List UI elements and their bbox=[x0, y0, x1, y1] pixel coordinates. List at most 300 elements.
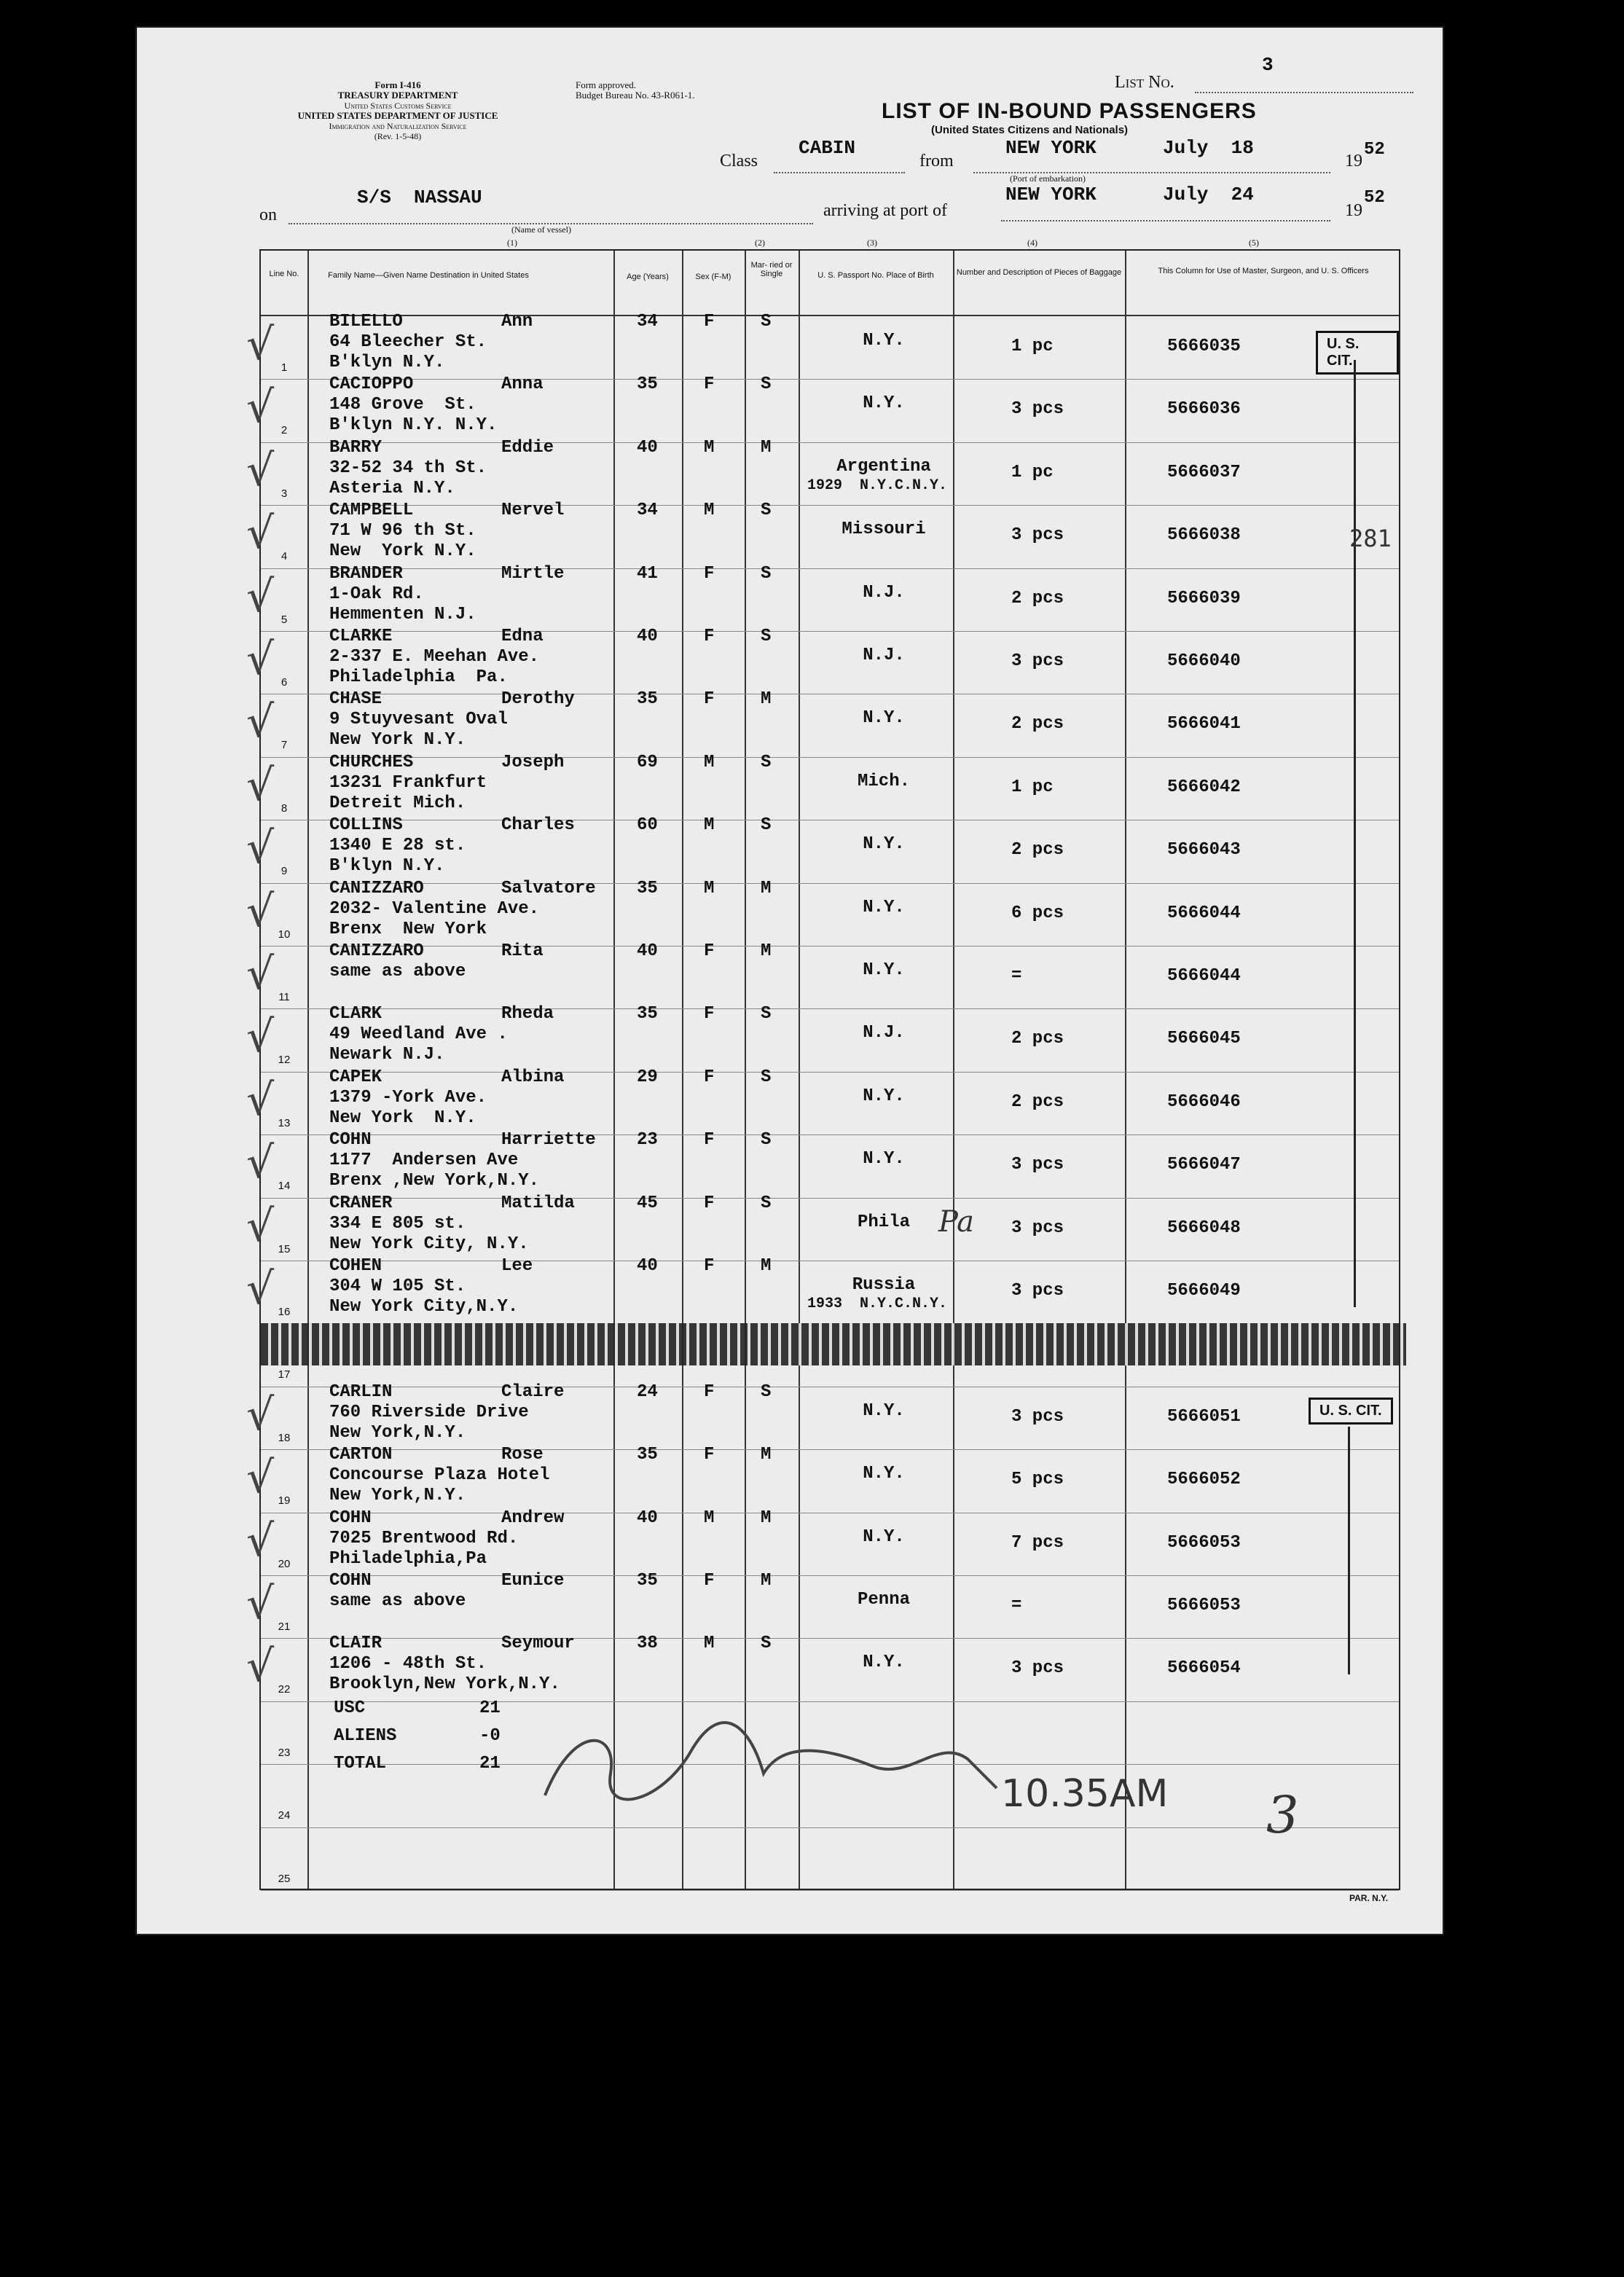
form-agency-block bbox=[259, 80, 536, 141]
table-row bbox=[246, 1382, 1399, 1451]
header-officers: This Column for Use of Master, Surgeon, and U. S. Officers bbox=[1158, 267, 1369, 275]
family-name: CAPEK bbox=[329, 1067, 383, 1087]
officer-reference: 5666038 bbox=[1167, 525, 1241, 546]
address-line-2: New York N.Y. bbox=[329, 1108, 476, 1128]
baggage: 3 pcs bbox=[1011, 1155, 1064, 1175]
officer-reference: 5666040 bbox=[1167, 651, 1241, 671]
total-total: TOTAL 21 bbox=[334, 1754, 501, 1774]
baggage: 3 pcs bbox=[1011, 399, 1064, 420]
printer-mark: PAR. N.Y. bbox=[1349, 1893, 1389, 1903]
address-line-1: 334 E 805 st. bbox=[329, 1213, 466, 1234]
place-of-birth: Phila bbox=[857, 1212, 910, 1232]
family-name: CLAIR bbox=[329, 1634, 383, 1654]
family-name: CANIZZARO bbox=[329, 941, 424, 961]
table-row bbox=[246, 1193, 1399, 1262]
class-label: Class bbox=[720, 152, 758, 171]
check-mark-icon: √ bbox=[246, 382, 275, 434]
margin-number: 281 bbox=[1349, 525, 1392, 552]
place-of-birth: N.J. bbox=[863, 1023, 905, 1043]
check-mark-icon: √ bbox=[246, 1263, 275, 1314]
baggage: = bbox=[1011, 1596, 1022, 1615]
marital-status: S bbox=[761, 627, 772, 646]
marital-status: M bbox=[761, 1571, 772, 1591]
address-line-1: 32-52 34 th St. bbox=[329, 458, 487, 478]
table-row bbox=[246, 1004, 1399, 1073]
vessel-caption: (Name of vessel) bbox=[511, 224, 571, 235]
officer-reference: 5666043 bbox=[1167, 840, 1241, 861]
agency-customs: United States Customs Service bbox=[344, 101, 452, 111]
baggage: 2 pcs bbox=[1011, 840, 1064, 861]
on-label: on bbox=[259, 205, 277, 224]
baggage: 1 pc bbox=[1011, 462, 1054, 482]
passenger-table bbox=[246, 249, 1400, 1890]
handwritten-three: 3 bbox=[1266, 1785, 1299, 1845]
from-year-prefix: 19 bbox=[1345, 152, 1362, 171]
check-mark-icon: √ bbox=[246, 1389, 275, 1441]
line-number: 17 bbox=[278, 1368, 291, 1382]
totals-block bbox=[334, 1695, 501, 1778]
sex: F bbox=[704, 1067, 715, 1087]
agency-treasury: TREASURY DEPARTMENT bbox=[337, 90, 458, 101]
table-row bbox=[261, 1827, 1399, 1892]
line-number: 1 bbox=[281, 361, 288, 374]
marital-status: S bbox=[761, 1193, 772, 1213]
form-number: Form I-416 bbox=[374, 79, 421, 90]
age: 35 bbox=[637, 375, 658, 395]
line-number: 4 bbox=[281, 550, 288, 563]
officer-reference: 5666052 bbox=[1167, 1470, 1241, 1490]
baggage: 2 pcs bbox=[1011, 1029, 1064, 1049]
address-line-1: 13231 Frankfurt bbox=[329, 772, 487, 793]
line-number: 16 bbox=[278, 1306, 291, 1318]
header-married: Mar- ried or Single bbox=[750, 261, 793, 278]
table-row bbox=[246, 689, 1399, 758]
line-number: 10 bbox=[278, 928, 291, 941]
check-mark-icon: √ bbox=[246, 634, 275, 685]
place-of-birth: Argentina bbox=[836, 456, 931, 477]
from-year: 52 bbox=[1364, 140, 1385, 160]
marital-status: S bbox=[761, 563, 772, 584]
age: 35 bbox=[637, 1445, 658, 1465]
line-number: 2 bbox=[281, 424, 288, 437]
place-of-birth: N.Y. bbox=[863, 960, 905, 980]
address-line-1: 2032- Valentine Ave. bbox=[329, 898, 540, 919]
family-name: BARRY bbox=[329, 437, 383, 458]
given-name: Matilda bbox=[501, 1193, 575, 1213]
age: 69 bbox=[637, 752, 658, 772]
given-name: Lee bbox=[501, 1256, 533, 1276]
check-mark-icon: √ bbox=[246, 759, 275, 811]
address-line-1: 1206 - 48th St. bbox=[329, 1654, 487, 1674]
given-name: Eunice bbox=[501, 1571, 565, 1591]
marital-status: M bbox=[761, 1445, 772, 1465]
place-of-birth: N.Y. bbox=[863, 393, 905, 414]
given-name: Anna bbox=[501, 375, 544, 395]
from-label: from bbox=[919, 152, 954, 171]
address-line-2: Brenx ,New York,N.Y. bbox=[329, 1171, 540, 1191]
col-num-1: (1) bbox=[507, 238, 517, 248]
table-row bbox=[246, 1067, 1399, 1136]
arrive-year: 52 bbox=[1364, 188, 1385, 208]
family-name: CHASE bbox=[329, 689, 383, 710]
address-line-1: 148 Grove St. bbox=[329, 395, 476, 415]
officer-reference: 5666048 bbox=[1167, 1218, 1241, 1238]
age: 45 bbox=[637, 1193, 658, 1213]
header-sex: Sex (F-M) bbox=[695, 273, 731, 281]
address-line-2: New York N.Y. bbox=[329, 541, 476, 562]
address-line-1: 9 Stuyvesant Oval bbox=[329, 710, 508, 730]
officer-reference: 5666039 bbox=[1167, 588, 1241, 608]
baggage: 3 pcs bbox=[1011, 525, 1064, 546]
officer-reference: 5666037 bbox=[1167, 462, 1241, 482]
check-mark-icon: √ bbox=[246, 1137, 275, 1189]
from-port: NEW YORK bbox=[1005, 137, 1097, 159]
marital-status: S bbox=[761, 312, 772, 332]
list-no-line bbox=[1195, 92, 1413, 93]
family-name: CHURCHES bbox=[329, 752, 414, 772]
check-mark-icon: √ bbox=[246, 1641, 275, 1693]
age: 38 bbox=[637, 1634, 658, 1654]
check-mark-icon: √ bbox=[246, 444, 275, 496]
address-line-1: 71 W 96 th St. bbox=[329, 521, 476, 541]
officer-reference: 5666045 bbox=[1167, 1029, 1241, 1049]
address-line-1: 1177 Andersen Ave bbox=[329, 1151, 519, 1171]
officer-reference: 5666046 bbox=[1167, 1092, 1241, 1112]
sex: F bbox=[704, 1004, 715, 1024]
address-line-2: Newark N.J. bbox=[329, 1045, 445, 1065]
officer-reference: 5666053 bbox=[1167, 1596, 1241, 1615]
arriving-label: arriving at port of bbox=[823, 201, 947, 220]
address-line-2: Hemmenten N.J. bbox=[329, 604, 476, 624]
check-mark-icon: √ bbox=[246, 1200, 275, 1252]
address-line-1: Concourse Plaza Hotel bbox=[329, 1465, 550, 1486]
form-title: LIST OF IN-BOUND PASSENGERS bbox=[882, 99, 1257, 123]
list-no-value: 3 bbox=[1262, 54, 1274, 76]
place-of-birth: N.Y. bbox=[863, 1149, 905, 1169]
officer-reference: 5666047 bbox=[1167, 1155, 1241, 1175]
col-num-3: (3) bbox=[867, 238, 877, 248]
line-number: 21 bbox=[278, 1620, 291, 1633]
line-number: 15 bbox=[278, 1242, 291, 1255]
age: 35 bbox=[637, 1004, 658, 1024]
given-name: Nervel bbox=[501, 501, 565, 521]
age: 40 bbox=[637, 1508, 658, 1528]
line-number: 14 bbox=[278, 1180, 291, 1193]
address-line-2: New York,N.Y. bbox=[329, 1486, 466, 1506]
address-line-2: Brooklyn,New York,N.Y. bbox=[329, 1674, 560, 1695]
header-age: Age (Years) bbox=[627, 273, 669, 281]
sex: F bbox=[704, 941, 715, 961]
port-embarkation-caption: (Port of embarkation) bbox=[1010, 173, 1086, 184]
age: 34 bbox=[637, 501, 658, 521]
address-line-1: 760 Riverside Drive bbox=[329, 1402, 529, 1422]
age: 24 bbox=[637, 1382, 658, 1402]
family-name: BRANDER bbox=[329, 563, 403, 584]
officer-signature bbox=[530, 1708, 1040, 1817]
place-of-birth: N.Y. bbox=[863, 1400, 905, 1421]
table-row bbox=[246, 437, 1399, 506]
marital-status: M bbox=[761, 941, 772, 961]
officer-reference: 5666042 bbox=[1167, 777, 1241, 797]
sex: M bbox=[704, 752, 715, 772]
line-number: 11 bbox=[278, 991, 290, 1003]
address-line-1: 1340 E 28 st. bbox=[329, 836, 466, 856]
marital-status: S bbox=[761, 1004, 772, 1024]
baggage: 2 pcs bbox=[1011, 1092, 1064, 1112]
address-line-1: 64 Bleecher St. bbox=[329, 332, 487, 352]
line-number: 19 bbox=[278, 1494, 291, 1508]
line-number: 25 bbox=[278, 1872, 291, 1885]
sex: F bbox=[704, 1382, 715, 1402]
age: 40 bbox=[637, 1256, 658, 1276]
family-name: CACIOPPO bbox=[329, 375, 414, 395]
check-mark-icon: √ bbox=[246, 508, 275, 560]
arrive-date: July 24 bbox=[1163, 184, 1254, 205]
table-row bbox=[246, 1256, 1399, 1325]
officer-reference: 5666036 bbox=[1167, 399, 1241, 420]
given-name: Charles bbox=[501, 815, 575, 836]
sex: M bbox=[704, 815, 715, 836]
age: 29 bbox=[637, 1067, 658, 1087]
check-mark-icon: √ bbox=[246, 823, 275, 874]
passport-note: 1929 N.Y.C.N.Y. bbox=[807, 477, 948, 494]
family-name: COLLINS bbox=[329, 815, 403, 836]
sex: M bbox=[704, 878, 715, 898]
place-of-birth: N.Y. bbox=[863, 1464, 905, 1484]
line-number: 5 bbox=[281, 613, 288, 626]
check-mark-icon: √ bbox=[246, 1515, 275, 1567]
marital-status: M bbox=[761, 689, 772, 710]
sex: F bbox=[704, 563, 715, 584]
header-passport: U. S. Passport No. Place of Birth bbox=[817, 271, 934, 280]
officer-reference: 5666044 bbox=[1167, 966, 1241, 986]
check-mark-icon: √ bbox=[246, 949, 275, 1000]
check-mark-icon: √ bbox=[246, 1452, 275, 1504]
baggage: 6 pcs bbox=[1011, 903, 1064, 923]
age: 40 bbox=[637, 941, 658, 961]
citizen-range-bracket-2 bbox=[1348, 1427, 1350, 1674]
marital-status: S bbox=[761, 815, 772, 836]
given-name: Eddie bbox=[501, 437, 554, 458]
sex: F bbox=[704, 1256, 715, 1276]
sex: M bbox=[704, 437, 715, 458]
place-of-birth: N.Y. bbox=[863, 1086, 905, 1106]
list-no-label: List No. bbox=[1115, 73, 1174, 92]
check-mark-icon: √ bbox=[246, 1074, 275, 1126]
address-line-2: Philadelphia Pa. bbox=[329, 667, 508, 687]
address-line-2: Detreit Mich. bbox=[329, 793, 466, 813]
officer-reference: 5666053 bbox=[1167, 1532, 1241, 1553]
baggage: 3 pcs bbox=[1011, 651, 1064, 671]
age: 35 bbox=[637, 1571, 658, 1591]
total-usc: USC 21 bbox=[334, 1698, 501, 1718]
table-row bbox=[246, 941, 1399, 1010]
officer-reference: 5666035 bbox=[1167, 337, 1241, 356]
address-line-2: B'klyn N.Y. bbox=[329, 856, 445, 877]
sex: F bbox=[704, 1130, 715, 1151]
sex: F bbox=[704, 689, 715, 710]
header-baggage: Number and Description of Pieces of Baggage bbox=[956, 268, 1122, 277]
address-line-2: B'klyn N.Y. N.Y. bbox=[329, 415, 498, 436]
place-of-birth: N.Y. bbox=[863, 1653, 905, 1673]
baggage: 1 pc bbox=[1011, 337, 1054, 356]
officer-reference: 5666051 bbox=[1167, 1406, 1241, 1427]
place-of-birth: Missouri bbox=[842, 520, 926, 540]
total-aliens: ALIENS -0 bbox=[334, 1726, 501, 1746]
marital-status: S bbox=[761, 501, 772, 521]
sex: F bbox=[704, 627, 715, 646]
marital-status: S bbox=[761, 1130, 772, 1151]
given-name: Mirtle bbox=[501, 563, 565, 584]
from-date: July 18 bbox=[1163, 137, 1254, 159]
given-name: Albina bbox=[501, 1067, 565, 1087]
col-num-4: (4) bbox=[1027, 238, 1037, 248]
family-name: CAMPBELL bbox=[329, 501, 414, 521]
given-name: Rheda bbox=[501, 1004, 554, 1024]
address-line-1: 49 Weedland Ave . bbox=[329, 1024, 508, 1045]
address-line-2: New York,N.Y. bbox=[329, 1422, 466, 1443]
line-number: 24 bbox=[278, 1809, 291, 1822]
table-row bbox=[246, 815, 1399, 884]
class-value: CABIN bbox=[799, 137, 856, 159]
address-line-2: Brenx New York bbox=[329, 919, 487, 939]
baggage: 1 pc bbox=[1011, 777, 1054, 797]
form-approved: Form approved. bbox=[576, 79, 637, 90]
address-line-1: 7025 Brentwood Rd. bbox=[329, 1528, 519, 1548]
arrive-line bbox=[1001, 220, 1330, 222]
baggage: 3 pcs bbox=[1011, 1281, 1064, 1301]
age: 40 bbox=[637, 627, 658, 646]
check-mark-icon: √ bbox=[246, 697, 275, 748]
arrive-year-prefix: 19 bbox=[1345, 201, 1362, 220]
place-of-birth: N.J. bbox=[863, 646, 905, 665]
arrival-time: 10.35AM bbox=[1001, 1772, 1169, 1816]
baggage: 3 pcs bbox=[1011, 1218, 1064, 1238]
family-name: CRANER bbox=[329, 1193, 393, 1213]
line-number: 20 bbox=[278, 1557, 291, 1570]
given-name: Ann bbox=[501, 312, 533, 332]
given-name: Seymour bbox=[501, 1634, 575, 1654]
check-mark-icon: √ bbox=[246, 1011, 275, 1063]
family-name: CLARK bbox=[329, 1004, 383, 1024]
place-of-birth: N.Y. bbox=[863, 897, 905, 917]
marital-status: M bbox=[761, 878, 772, 898]
baggage: 2 pcs bbox=[1011, 714, 1064, 734]
arrive-port: NEW YORK bbox=[1005, 184, 1097, 205]
address-line-2: Philadelphia,Pa bbox=[329, 1548, 487, 1569]
header-name: Family Name—Given Name Destination in United States bbox=[328, 271, 529, 280]
baggage: 5 pcs bbox=[1011, 1470, 1064, 1490]
baggage: 3 pcs bbox=[1011, 1406, 1064, 1427]
table-row bbox=[246, 312, 1399, 380]
line-number: 12 bbox=[278, 1054, 291, 1067]
address-line-2: New York N.Y. bbox=[329, 730, 466, 750]
table-row bbox=[246, 1571, 1399, 1639]
family-name: CARLIN bbox=[329, 1382, 393, 1402]
us-cit-stamp-1: U. S. CIT. bbox=[1316, 331, 1399, 375]
place-of-birth: Penna bbox=[857, 1590, 910, 1610]
check-mark-icon: √ bbox=[246, 1578, 275, 1629]
age: 60 bbox=[637, 815, 658, 836]
sex: F bbox=[704, 1445, 715, 1465]
age: 40 bbox=[637, 437, 658, 458]
given-name: Rita bbox=[501, 941, 544, 961]
officer-reference: 5666049 bbox=[1167, 1281, 1241, 1301]
sex: F bbox=[704, 1571, 715, 1591]
baggage: 2 pcs bbox=[1011, 588, 1064, 608]
officer-reference: 5666041 bbox=[1167, 714, 1241, 734]
place-of-birth: N.Y. bbox=[863, 1527, 905, 1547]
header-line-no: Line No. bbox=[269, 270, 299, 278]
sex: M bbox=[704, 1508, 715, 1528]
address-line-1: 1379 -York Ave. bbox=[329, 1087, 487, 1108]
sex: M bbox=[704, 501, 715, 521]
passport-note: 1933 N.Y.C.N.Y. bbox=[807, 1296, 948, 1312]
table-row bbox=[246, 501, 1399, 569]
place-of-birth: N.Y. bbox=[863, 331, 905, 350]
check-mark-icon: √ bbox=[246, 319, 275, 370]
table-row bbox=[261, 1323, 1399, 1387]
address-line-2: B'klyn N.Y. bbox=[329, 353, 445, 372]
form-revision: (Rev. 1-5-48) bbox=[374, 131, 422, 141]
budget-bureau: Budget Bureau No. 43-R061-1. bbox=[576, 90, 695, 101]
table-row bbox=[246, 1634, 1399, 1702]
address-line-1: 1-Oak Rd. bbox=[329, 584, 424, 604]
agency-justice: UNITED STATES DEPARTMENT OF JUSTICE bbox=[297, 110, 498, 121]
baggage: 7 pcs bbox=[1011, 1532, 1064, 1553]
us-cit-stamp-2: U. S. CIT. bbox=[1309, 1398, 1393, 1424]
approval-block bbox=[576, 80, 695, 101]
line-number: 9 bbox=[281, 865, 288, 878]
marital-status: S bbox=[761, 375, 772, 395]
place-of-birth: N.Y. bbox=[863, 834, 905, 855]
marital-status: S bbox=[761, 752, 772, 772]
handwritten-pa: Pa bbox=[938, 1205, 974, 1239]
citizen-range-bracket-1 bbox=[1354, 360, 1356, 1307]
table-row bbox=[246, 752, 1399, 821]
sex: F bbox=[704, 312, 715, 332]
family-name: BILELLO bbox=[329, 312, 403, 332]
line-number: 8 bbox=[281, 802, 288, 815]
age: 23 bbox=[637, 1130, 658, 1151]
family-name: CARTON bbox=[329, 1445, 393, 1465]
family-name: COHN bbox=[329, 1508, 372, 1528]
marital-status: M bbox=[761, 437, 772, 458]
age: 34 bbox=[637, 312, 658, 332]
line-number: 7 bbox=[281, 739, 288, 752]
marital-status: M bbox=[761, 1508, 772, 1528]
marital-status: S bbox=[761, 1067, 772, 1087]
given-name: Salvatore bbox=[501, 878, 596, 898]
table-row bbox=[246, 1508, 1399, 1577]
officer-reference: 5666054 bbox=[1167, 1658, 1241, 1679]
age: 41 bbox=[637, 563, 658, 584]
marital-status: S bbox=[761, 1382, 772, 1402]
family-name: CLARKE bbox=[329, 627, 393, 646]
sex: F bbox=[704, 375, 715, 395]
given-name: Claire bbox=[501, 1382, 565, 1402]
address-line-2: Asteria N.Y. bbox=[329, 478, 455, 498]
place-of-birth: Mich. bbox=[857, 771, 910, 791]
table-row bbox=[246, 1130, 1399, 1199]
cancelled-entry bbox=[261, 1323, 1406, 1365]
table-row bbox=[246, 1445, 1399, 1513]
address-line-2: New York City,N.Y. bbox=[329, 1297, 519, 1317]
sex: F bbox=[704, 1193, 715, 1213]
line-number: 22 bbox=[278, 1683, 291, 1696]
address-line-2: New York City, N.Y. bbox=[329, 1234, 529, 1254]
line-number: 3 bbox=[281, 487, 288, 500]
